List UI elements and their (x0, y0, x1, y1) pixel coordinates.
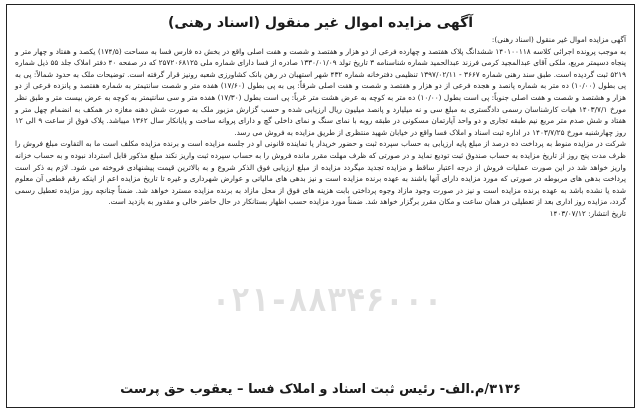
phone-watermark: ۰۲۱-۸۸۳۴۶۰۰۰ (211, 281, 443, 319)
auction-notice (6, 4, 635, 408)
notice-heading-line: آگهی مزایده اموال غیر منقول (اسناد رهنی): (491, 35, 626, 44)
publication-date: تاریخ انتشار: ۱۴۰۳/۰۷/۱۲ (549, 208, 626, 218)
notice-property-paragraph: به موجب پرونده اجرائی کلاسه ۱۴۰۱۰۰۱۱۸ ششدانگ پلاک هفتصد و چهارده فرعی از دو هزار و هفتصد و شصت و هفت اصلی واقع در بخش ده فارس فسا به مساحت (۱۷۴/۵) یکصد و هفتاد و چهار متر و پنجاه دسیمتر مربع، ملکی آقای عبدالمجید کرمی فرزند عبدالحمید شماره شناسنامه ۳ تاریخ تولد ۱۳۳۰/۰۱/۰۹ صادره از فسا دارای شماره ملی ۲۵۷۲۰۶۸۱۲۵ که در صفحه ۴۰ دفتر املاک جلد ۵۵ ذیل شماره ۵۲۱۹ ثبت گردیده است. طبق سند رهنی شماره ۳۶۶۷ - ۱۳۹۷/۰۲/۱۱ تنظیمی دفترخانه شماره ۴۳۲ شهر استهبان در رهن بانک کشاورزی شعبه رونیز قرار گرفته است. توضیحات ملک به حدود شمالاً: پی به پی بطول (۱۰/۰۰) ده متر به شماره پانصد و هجده فرعی از دو هزار و هفتصد و شصت و هفت اصلی شرقاً: پی به پی بطول (۱۷/۶۰) هفده متر و شصت سانتیمتر به شماره هفتصد و پانزده فرعی از دو هزار و هشتصد و شصت و هفت اصلی جنوباً: پی است بطول (۱۰/۰۰) ده متر به کوچه به عرض هشت متر غرباً: پی است بطول (۱۷/۳۰) هفده متر و سی سانتیمتر به کوچه به عرض بیست متر و طبق نظر مورخ ۱۴۰۳/۷/۱ هیات کارشناسان رسمی دادگستری به مبلغ سی و نه میلیارد و پانصد میلیون ریال ارزیابی شده و حسب گزارش مزبور ملک به صورت شش دهنه مغازه در همکف به انضمام چهل متر و هفتاد و شش صدم متر مربع نیم طبقه تجاری و دو واحد آپارتمان مسکونی در طبقه روبه با نمای سنگ و نمای داخلی گچ و دارای پروانه ساخت و پایانکار سال ۱۳۶۲ میباشد. پلاک فوق از ساعت ۹ الی ۱۲ روز چهارشنبه مورخ ۱۴۰۳/۷/۲۵ در اداره ثبت اسناد و املاک فسا واقع در خیابان شهید منتظری از طریق مزایده به فروش می رسد. (15, 46, 627, 137)
signature-line: ۳۱۳۶/م.الف- رئیس ثبت اسناد و املاک فسا – یعقوب حق پرست (120, 382, 521, 397)
notice-title: آگهی مزایده اموال غیر منقول (اسناد رهنی) (167, 15, 474, 31)
notice-body (7, 34, 634, 220)
notice-conditions-paragraph: شرکت در مزایده منوط به پرداخت ده درصد از مبلغ پایه ارزیابی به حساب سپرده ثبت و حضور خریدار یا نماینده قانونی او در جلسه مزایده است و برنده مزایده مکلف است ما به التفاوت مبلغ فروش را ظرف مدت پنج روز از تاریخ مزایده به حساب صندوق ثبت تودیع نماید و در صورتی که ظرف مهلت مقرر مانده فروش را به حساب سپرده ثبت واریز نکند مبلغ مذکور قابل استرداد نبوده و به حساب خزانه واریز خواهد شد در این صورت عملیات فروش از درجه اعتبار ساقط و مزایده تجدید میگردد مزایده از مبلغ ارزیابی فوق الذکر شروع و به بالاترین قیمت پیشنهادی فروخته می شود. لازم به ذکر است پرداخت بدهی های مربوطه در صورتی که مورد مزایده دارای آنها باشند به عهده برنده مزایده است و نیز بدهی های مالیاتی و عوارض شهرداری و غیره تا تاریخ مزایده اعم از اینکه رقم قطعی آن معلوم شده یا نشده باشد به عهده برنده مزایده است و نیز در صورت وجود مازاد وجوه پرداختی بابت هزینه های فوق از محل مازاد به برنده مزایده مسترد خواهد شد. ضمناً چنانچه روز مزایده تعطیل رسمی گردد، مزایده روز اداری بعد از تعطیلی در همان ساعت و مکان مقرر برگزار خواهد شد. ضمناً مورد مزایده حسب اظهار بستانکار در حال حاضر خالی و مقدور به بازدید است. (15, 139, 626, 207)
